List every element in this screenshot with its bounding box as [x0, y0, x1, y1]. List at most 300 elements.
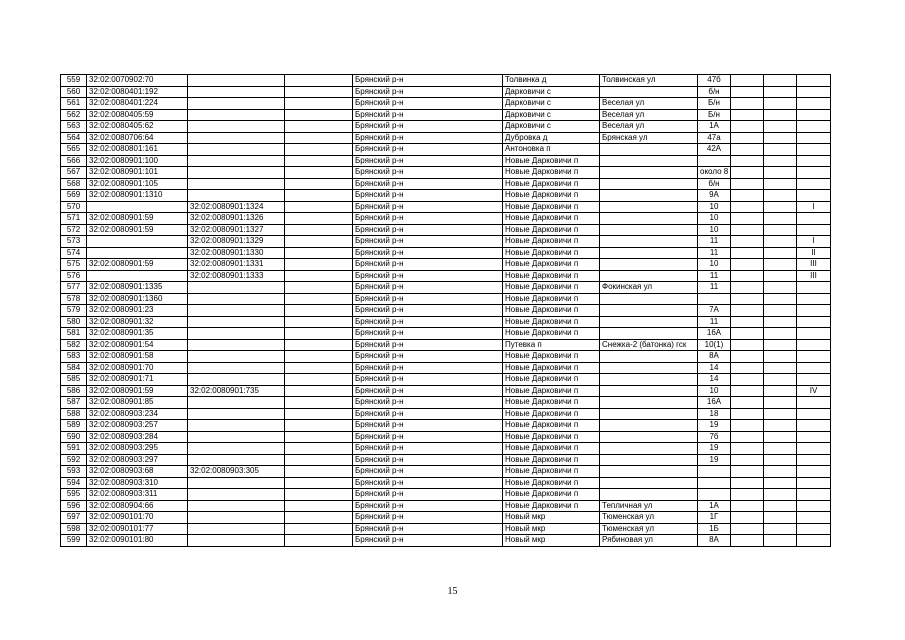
- table-cell: [797, 500, 831, 512]
- table-cell: [600, 178, 698, 190]
- table-cell: [731, 454, 764, 466]
- table-cell: [188, 98, 285, 110]
- table-cell: [764, 167, 797, 179]
- table-row: [61, 535, 831, 547]
- table-cell: IV: [797, 385, 831, 397]
- table-cell: 590: [61, 431, 87, 443]
- table-cell: Брянский р-н: [353, 454, 503, 466]
- table-cell: [285, 305, 353, 317]
- table-cell: Новые Дарковичи п: [503, 236, 600, 248]
- table-cell: [731, 316, 764, 328]
- table-cell: [731, 201, 764, 213]
- table-cell: 565: [61, 144, 87, 156]
- table-cell: Путевка п: [503, 339, 600, 351]
- table-cell: 10: [698, 201, 731, 213]
- table-cell: Б/н: [698, 98, 731, 110]
- table-cell: Новые Дарковичи п: [503, 305, 600, 317]
- table-cell: II: [797, 247, 831, 259]
- table-cell: 32:02:0080903:257: [87, 420, 188, 432]
- table-cell: 32:02:0080901:58: [87, 351, 188, 363]
- table-cell: Брянский р-н: [353, 293, 503, 305]
- table-cell: Брянский р-н: [353, 178, 503, 190]
- table-cell: Брянский р-н: [353, 75, 503, 87]
- table-cell: [797, 420, 831, 432]
- table-row: [61, 512, 831, 524]
- table-cell: [188, 523, 285, 535]
- table-cell: [764, 236, 797, 248]
- table-cell: [764, 443, 797, 455]
- table-cell: [600, 305, 698, 317]
- table-cell: [764, 454, 797, 466]
- table-cell: [600, 443, 698, 455]
- table-cell: [285, 98, 353, 110]
- table-cell: Дубровка д: [503, 132, 600, 144]
- table-cell: 597: [61, 512, 87, 524]
- table-cell: [797, 224, 831, 236]
- table-cell: Брянский р-н: [353, 155, 503, 167]
- table-cell: 10: [698, 385, 731, 397]
- table-cell: [797, 98, 831, 110]
- table-cell: [797, 316, 831, 328]
- table-cell: [731, 109, 764, 121]
- table-cell: I: [797, 236, 831, 248]
- table-cell: 1А: [698, 500, 731, 512]
- table-row: [61, 362, 831, 374]
- table-cell: Новый мкр: [503, 512, 600, 524]
- table-row: [61, 155, 831, 167]
- table-cell: [188, 362, 285, 374]
- table-cell: [731, 339, 764, 351]
- table-cell: [797, 477, 831, 489]
- table-cell: [731, 512, 764, 524]
- table-cell: [731, 362, 764, 374]
- table-row: [61, 477, 831, 489]
- table-cell: [731, 397, 764, 409]
- table-cell: 11: [698, 282, 731, 294]
- table-cell: Новые Дарковичи п: [503, 420, 600, 432]
- table-cell: [285, 282, 353, 294]
- table-row: [61, 500, 831, 512]
- table-cell: [285, 155, 353, 167]
- table-cell: Веселая ул: [600, 109, 698, 121]
- table-cell: 599: [61, 535, 87, 547]
- table-cell: Брянский р-н: [353, 374, 503, 386]
- table-cell: Брянский р-н: [353, 305, 503, 317]
- table-cell: 570: [61, 201, 87, 213]
- table-cell: [600, 385, 698, 397]
- table-cell: [188, 190, 285, 202]
- table-cell: [188, 132, 285, 144]
- table-cell: [731, 500, 764, 512]
- table-row: [61, 259, 831, 271]
- table-cell: [731, 431, 764, 443]
- table-cell: 10(1): [698, 339, 731, 351]
- table-cell: 47б: [698, 75, 731, 87]
- table-cell: Рябиновая ул: [600, 535, 698, 547]
- table-cell: [797, 178, 831, 190]
- table-cell: [285, 489, 353, 501]
- table-cell: [764, 385, 797, 397]
- table-cell: [797, 454, 831, 466]
- table-cell: 585: [61, 374, 87, 386]
- table-cell: [731, 167, 764, 179]
- table-cell: [188, 408, 285, 420]
- table-cell: [285, 362, 353, 374]
- table-cell: Брянская ул: [600, 132, 698, 144]
- table-cell: 1Б: [698, 523, 731, 535]
- table-cell: [188, 144, 285, 156]
- table-cell: [797, 190, 831, 202]
- table-cell: [764, 75, 797, 87]
- table-cell: [600, 454, 698, 466]
- table-cell: Новые Дарковичи п: [503, 201, 600, 213]
- table-cell: Новые Дарковичи п: [503, 293, 600, 305]
- table-cell: 14: [698, 374, 731, 386]
- table-cell: [188, 178, 285, 190]
- table-cell: [764, 178, 797, 190]
- table-cell: Новые Дарковичи п: [503, 408, 600, 420]
- table-cell: 32:02:0080901:1360: [87, 293, 188, 305]
- table-cell: Новые Дарковичи п: [503, 178, 600, 190]
- table-cell: 32:02:0090101:70: [87, 512, 188, 524]
- table-cell: Снежка-2 (батонка) гск: [600, 339, 698, 351]
- table-cell: [764, 339, 797, 351]
- table-cell: [764, 86, 797, 98]
- table-cell: [285, 328, 353, 340]
- table-cell: [285, 190, 353, 202]
- table-cell: [285, 167, 353, 179]
- table-cell: [797, 75, 831, 87]
- table-cell: [188, 293, 285, 305]
- table-cell: Брянский р-н: [353, 351, 503, 363]
- table-cell: [600, 236, 698, 248]
- table-cell: 563: [61, 121, 87, 133]
- table-cell: 32:02:0080903:234: [87, 408, 188, 420]
- table-cell: 592: [61, 454, 87, 466]
- table-cell: 8А: [698, 535, 731, 547]
- table-cell: 32:02:0080901:23: [87, 305, 188, 317]
- table-cell: [731, 259, 764, 271]
- table-cell: 32:02:0080901:54: [87, 339, 188, 351]
- table-cell: 561: [61, 98, 87, 110]
- table-cell: 19: [698, 443, 731, 455]
- table-cell: около 8: [698, 167, 731, 179]
- table-cell: Новые Дарковичи п: [503, 466, 600, 478]
- table-cell: [600, 167, 698, 179]
- table-cell: [731, 121, 764, 133]
- table-cell: [731, 190, 764, 202]
- table-row: [61, 282, 831, 294]
- table-cell: [797, 213, 831, 225]
- table-cell: [731, 178, 764, 190]
- table-cell: [188, 374, 285, 386]
- table-cell: 568: [61, 178, 87, 190]
- table-cell: [188, 351, 285, 363]
- table-cell: 7А: [698, 305, 731, 317]
- table-cell: 32:02:0080901:59: [87, 213, 188, 225]
- table-cell: [731, 443, 764, 455]
- table-cell: Новые Дарковичи п: [503, 500, 600, 512]
- table-cell: 32:02:0070902:70: [87, 75, 188, 87]
- table-cell: [285, 431, 353, 443]
- table-cell: [188, 75, 285, 87]
- table-cell: Брянский р-н: [353, 98, 503, 110]
- table-cell: [764, 305, 797, 317]
- table-row: [61, 190, 831, 202]
- table-cell: Брянский р-н: [353, 109, 503, 121]
- table-cell: [764, 224, 797, 236]
- table-cell: 569: [61, 190, 87, 202]
- table-row: [61, 374, 831, 386]
- table-cell: Брянский р-н: [353, 362, 503, 374]
- table-cell: [285, 293, 353, 305]
- registry-table: [60, 74, 831, 547]
- table-cell: [188, 339, 285, 351]
- table-cell: [600, 155, 698, 167]
- table-cell: 579: [61, 305, 87, 317]
- table-cell: Брянский р-н: [353, 316, 503, 328]
- table-cell: 32:02:0080901:32: [87, 316, 188, 328]
- table-cell: [797, 155, 831, 167]
- table-cell: [188, 121, 285, 133]
- table-cell: [600, 489, 698, 501]
- table-cell: [188, 535, 285, 547]
- table-cell: [285, 224, 353, 236]
- table-cell: 32:02:0080901:59: [87, 385, 188, 397]
- table-cell: III: [797, 259, 831, 271]
- table-cell: [764, 247, 797, 259]
- table-cell: 575: [61, 259, 87, 271]
- table-cell: Новые Дарковичи п: [503, 443, 600, 455]
- table-cell: 32:02:0080901:1329: [188, 236, 285, 248]
- table-cell: [285, 144, 353, 156]
- table-cell: [600, 362, 698, 374]
- table-row: [61, 201, 831, 213]
- table-cell: 32:02:0080904:66: [87, 500, 188, 512]
- table-row: [61, 328, 831, 340]
- table-cell: Брянский р-н: [353, 132, 503, 144]
- table-cell: 32:02:0080901:100: [87, 155, 188, 167]
- table-cell: [797, 305, 831, 317]
- table-cell: Дарковичи с: [503, 121, 600, 133]
- table-cell: Новые Дарковичи п: [503, 454, 600, 466]
- table-cell: [188, 328, 285, 340]
- table-row: [61, 454, 831, 466]
- table-cell: 8А: [698, 351, 731, 363]
- table-cell: 32:02:0080901:1335: [87, 282, 188, 294]
- table-cell: [188, 397, 285, 409]
- table-cell: [731, 132, 764, 144]
- table-cell: [285, 535, 353, 547]
- table-cell: [600, 259, 698, 271]
- table-row: [61, 75, 831, 87]
- table-cell: [600, 420, 698, 432]
- table-cell: Брянский р-н: [353, 477, 503, 489]
- table-cell: [764, 270, 797, 282]
- table-cell: 11: [698, 236, 731, 248]
- table-cell: 11: [698, 247, 731, 259]
- table-cell: [764, 523, 797, 535]
- table-cell: [188, 167, 285, 179]
- table-cell: Брянский р-н: [353, 466, 503, 478]
- table-row: [61, 224, 831, 236]
- table-cell: Новые Дарковичи п: [503, 385, 600, 397]
- table-cell: [797, 109, 831, 121]
- table-cell: [698, 489, 731, 501]
- table-cell: Дарковичи с: [503, 86, 600, 98]
- table-row: [61, 121, 831, 133]
- table-cell: 574: [61, 247, 87, 259]
- table-cell: Фокинская ул: [600, 282, 698, 294]
- table-cell: 581: [61, 328, 87, 340]
- table-cell: [285, 351, 353, 363]
- table-cell: [600, 431, 698, 443]
- table-cell: I: [797, 201, 831, 213]
- table-cell: [797, 374, 831, 386]
- table-cell: [731, 75, 764, 87]
- table-cell: [285, 512, 353, 524]
- table-row: [61, 86, 831, 98]
- table-cell: [764, 190, 797, 202]
- table-cell: Брянский р-н: [353, 512, 503, 524]
- table-row: [61, 339, 831, 351]
- table-cell: [285, 443, 353, 455]
- table-cell: 32:02:0080901:85: [87, 397, 188, 409]
- table-cell: 1А: [698, 121, 731, 133]
- table-cell: Новые Дарковичи п: [503, 316, 600, 328]
- table-cell: 559: [61, 75, 87, 87]
- table-cell: [285, 385, 353, 397]
- table-cell: [764, 466, 797, 478]
- table-cell: [600, 213, 698, 225]
- table-cell: 32:02:0080901:1327: [188, 224, 285, 236]
- table-cell: 582: [61, 339, 87, 351]
- table-cell: Тепличная ул: [600, 500, 698, 512]
- table-row: [61, 109, 831, 121]
- table-cell: Новые Дарковичи п: [503, 270, 600, 282]
- table-cell: [797, 144, 831, 156]
- table-cell: Брянский р-н: [353, 420, 503, 432]
- table-cell: Новые Дарковичи п: [503, 489, 600, 501]
- table-cell: III: [797, 270, 831, 282]
- table-cell: Новые Дарковичи п: [503, 374, 600, 386]
- table-cell: Брянский р-н: [353, 500, 503, 512]
- table-cell: 11: [698, 270, 731, 282]
- table-cell: [698, 293, 731, 305]
- table-cell: [731, 236, 764, 248]
- table-cell: [731, 535, 764, 547]
- table-cell: [764, 374, 797, 386]
- table-cell: 16А: [698, 328, 731, 340]
- table-cell: [731, 466, 764, 478]
- table-cell: [764, 132, 797, 144]
- table-cell: [797, 408, 831, 420]
- table-cell: [285, 201, 353, 213]
- table-cell: [764, 109, 797, 121]
- table-cell: Брянский р-н: [353, 86, 503, 98]
- table-cell: [285, 339, 353, 351]
- registry-table-body: [61, 75, 831, 547]
- table-cell: 32:02:0080801:161: [87, 144, 188, 156]
- table-cell: [797, 523, 831, 535]
- table-cell: [731, 305, 764, 317]
- table-row: [61, 247, 831, 259]
- table-cell: 32:02:0080901:59: [87, 259, 188, 271]
- table-cell: Брянский р-н: [353, 270, 503, 282]
- table-cell: 32:02:0080401:224: [87, 98, 188, 110]
- table-cell: Брянский р-н: [353, 247, 503, 259]
- table-cell: 32:02:0080903:295: [87, 443, 188, 455]
- table-cell: Новые Дарковичи п: [503, 167, 600, 179]
- table-cell: [764, 155, 797, 167]
- table-cell: [285, 132, 353, 144]
- table-cell: Новые Дарковичи п: [503, 247, 600, 259]
- table-cell: [797, 431, 831, 443]
- table-cell: Брянский р-н: [353, 397, 503, 409]
- table-cell: [285, 397, 353, 409]
- table-cell: [731, 224, 764, 236]
- table-cell: [797, 339, 831, 351]
- table-cell: 32:02:0080903:284: [87, 431, 188, 443]
- table-cell: Брянский р-н: [353, 443, 503, 455]
- table-cell: 18: [698, 408, 731, 420]
- table-cell: Новые Дарковичи п: [503, 282, 600, 294]
- table-cell: [797, 489, 831, 501]
- page-number: 15: [447, 586, 458, 597]
- table-cell: [731, 282, 764, 294]
- table-cell: [731, 385, 764, 397]
- table-cell: [698, 155, 731, 167]
- table-cell: [731, 144, 764, 156]
- table-row: [61, 98, 831, 110]
- table-cell: [797, 351, 831, 363]
- table-row: [61, 443, 831, 455]
- table-cell: Брянский р-н: [353, 339, 503, 351]
- table-cell: 562: [61, 109, 87, 121]
- table-cell: Дарковичи с: [503, 109, 600, 121]
- table-cell: [764, 351, 797, 363]
- table-cell: 47а: [698, 132, 731, 144]
- table-cell: [797, 293, 831, 305]
- table-cell: [731, 98, 764, 110]
- table-cell: 589: [61, 420, 87, 432]
- table-row: [61, 305, 831, 317]
- table-cell: Новые Дарковичи п: [503, 224, 600, 236]
- table-cell: [188, 431, 285, 443]
- table-cell: [797, 443, 831, 455]
- table-cell: [285, 408, 353, 420]
- table-cell: 587: [61, 397, 87, 409]
- table-cell: Брянский р-н: [353, 523, 503, 535]
- table-cell: [731, 351, 764, 363]
- table-row: [61, 351, 831, 363]
- table-cell: 32:02:0080901:71: [87, 374, 188, 386]
- table-cell: 566: [61, 155, 87, 167]
- table-cell: [87, 247, 188, 259]
- table-cell: Брянский р-н: [353, 408, 503, 420]
- table-cell: [600, 190, 698, 202]
- table-cell: [764, 144, 797, 156]
- table-cell: 571: [61, 213, 87, 225]
- table-cell: 19: [698, 454, 731, 466]
- table-cell: 32:02:0080901:1331: [188, 259, 285, 271]
- table-cell: [600, 224, 698, 236]
- table-row: [61, 408, 831, 420]
- table-cell: [87, 270, 188, 282]
- table-cell: 588: [61, 408, 87, 420]
- table-cell: Брянский р-н: [353, 489, 503, 501]
- table-cell: 584: [61, 362, 87, 374]
